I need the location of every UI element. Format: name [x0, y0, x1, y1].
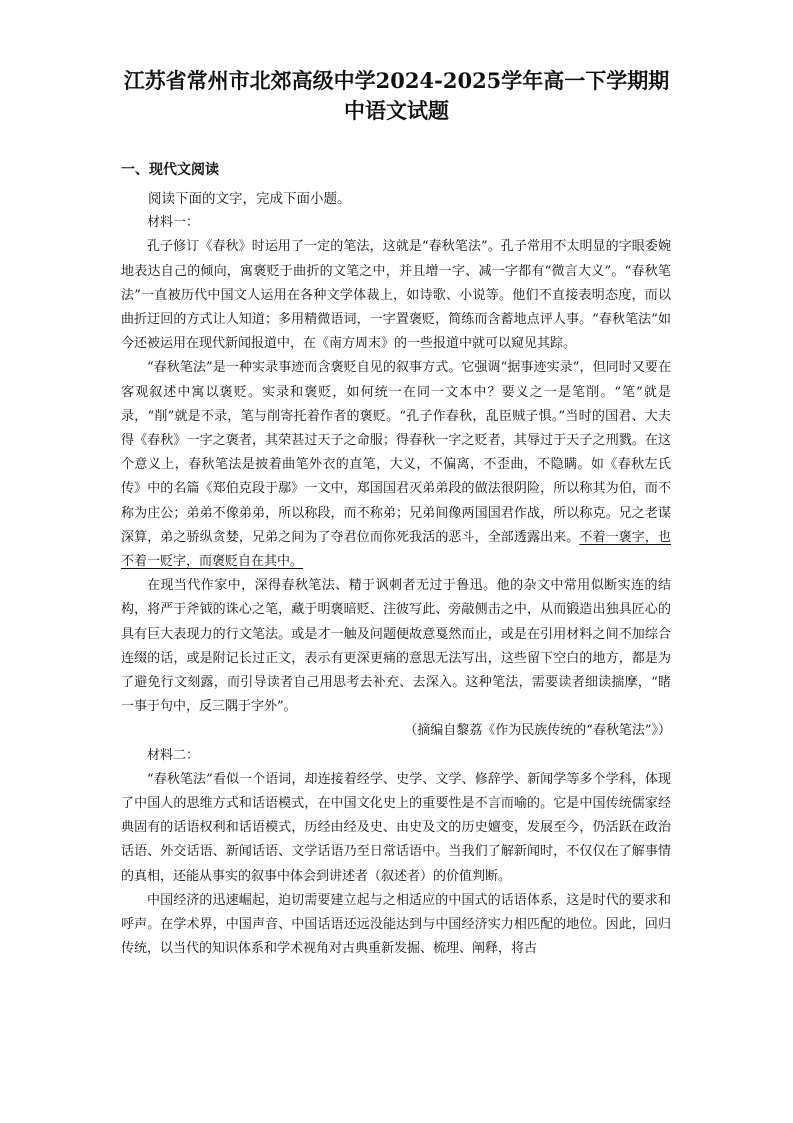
- material-2-paragraph-2: 中国经济的迅速崛起，迫切需要建立起与之相适应的中国式的话语体系，这是时代的要求和呼声。在学术界，中国声音、中国话语还远没能达到与中国经济实力相匹配的地位。因此，回归传统，以当代的知识体系和学术视角对古典重新发掘、梳理、阐释，将古: [121, 892, 671, 957]
- material-1-paragraph-2: [121, 356, 671, 574]
- underlined-sentence: 不着一褒字，也不着一贬字，而褒贬自在其中。: [121, 529, 671, 570]
- material-2-label: 材料二：: [147, 747, 200, 763]
- material-1-paragraph-3: 在现当代作家中，深得春秋笔法、精于讽刺者无过于鲁迅。他的杂文中常用似断实连的结构，将严于斧钺的诛心之笔，藏于明褒暗贬、注彼写此、旁敲侧击之中，从而锻造出独具匠心的具有巨大表现力的行文笔法。或是才一触及问题便故意戛然而止，或是在引用材料之间不加综合连缀的话，或是附记长过正文，表示有更深更痛的意思无法写出，这些留下空白的地方，都是为了避免行文刻露，而引导读者自己用思考去补充、去深入。这种笔法，需要读者细读揣摩，“睹一事于句中，反三隅于字外”。: [121, 578, 671, 715]
- material-1-source: （摘编自黎荔《作为民族传统的“春秋笔法”》）: [404, 723, 671, 739]
- reading-passage: [121, 187, 671, 962]
- title-line-2: 中语文试题: [344, 98, 449, 123]
- section-heading: 一、现代文阅读: [121, 162, 219, 178]
- paragraph-2-text: “春秋笔法”是一种实录事迹而含褒贬自见的叙事方式。它强调“据事迹实录”，但同时又要在客观叙述中寓以褒贬。实录和褒贬，如何统一在同一文本中？要义之一是笔削。“笔”就是录，“削”就是不录，笔与削寄托着作者的褒贬。“孔子作春秋，乱臣贼子惧。”当时的国君、大夫得《春秋》一字之褒者，其荣甚过天子之命服；得春秋一字之贬者，其辱过于天子之刑戮。在这个意义上，春秋笔法是披着曲笔外衣的直笔，大义，不偏离，不歪曲，不隐瞒。如《春秋左氏传》中的名篇《郑伯克段于鄢》一文中，郑国国君灭弟弟段的做法很阴险，所以称其为伯，而不称为庄公；弟弟不像弟弟，所以称段，而不称弟；兄弟间像两国国君作战，所以称克。兄之老谋深算，弟之骄纵贪婪，兄弟之间为了夺君位而你死我活的恶斗，全部透露出来。: [121, 360, 671, 545]
- material-1-paragraph-1: 孔子修订《春秋》时运用了一定的笔法，这就是“春秋笔法”。孔子常用不太明显的字眼委婉地表达自己的倾向，寓褒贬于曲折的文笔之中，并且增一字、减一字都有“微言大义”。“春秋笔法”一直被历代中国文人运用在各种文学体裁上，如诗歌、小说等。他们不直接表明态度，而以曲折迂回的方式让人知道；多用精微语词，一字置褒贬，简练而含蓄地点评人事。“春秋笔法”如今还被运用在现代新闻报道中，在《南方周末》的一些报道中就可以窥见其踪。: [121, 239, 671, 352]
- title-line-1: 江苏省常州市北郊高级中学2024-2025学年高一下学期期: [123, 68, 670, 93]
- material-1-label: 材料一：: [147, 215, 200, 231]
- material-2-paragraph-1: “春秋笔法”看似一个语词，却连接着经学、史学、文学、修辞学、新闻学等多个学科，体现了中国人的思维方式和话语模式，在中国文化史上的重要性是不言而喻的。它是中国传统儒家经典固有的话语权利和话语模式，历经由经及史、由史及文的历史嬗变，发展至今，仍活跃在政治话语、外交话语、新闻话语、文学话语乃至日常话语中。当我们了解新闻时，不仅仅在了解事情的真相，还能从事实的叙事中体会到讲述者（叙述者）的价值判断。: [121, 771, 671, 884]
- instruction: 阅读下面的文字，完成下面小题。: [148, 191, 351, 207]
- document-title: [60, 66, 733, 126]
